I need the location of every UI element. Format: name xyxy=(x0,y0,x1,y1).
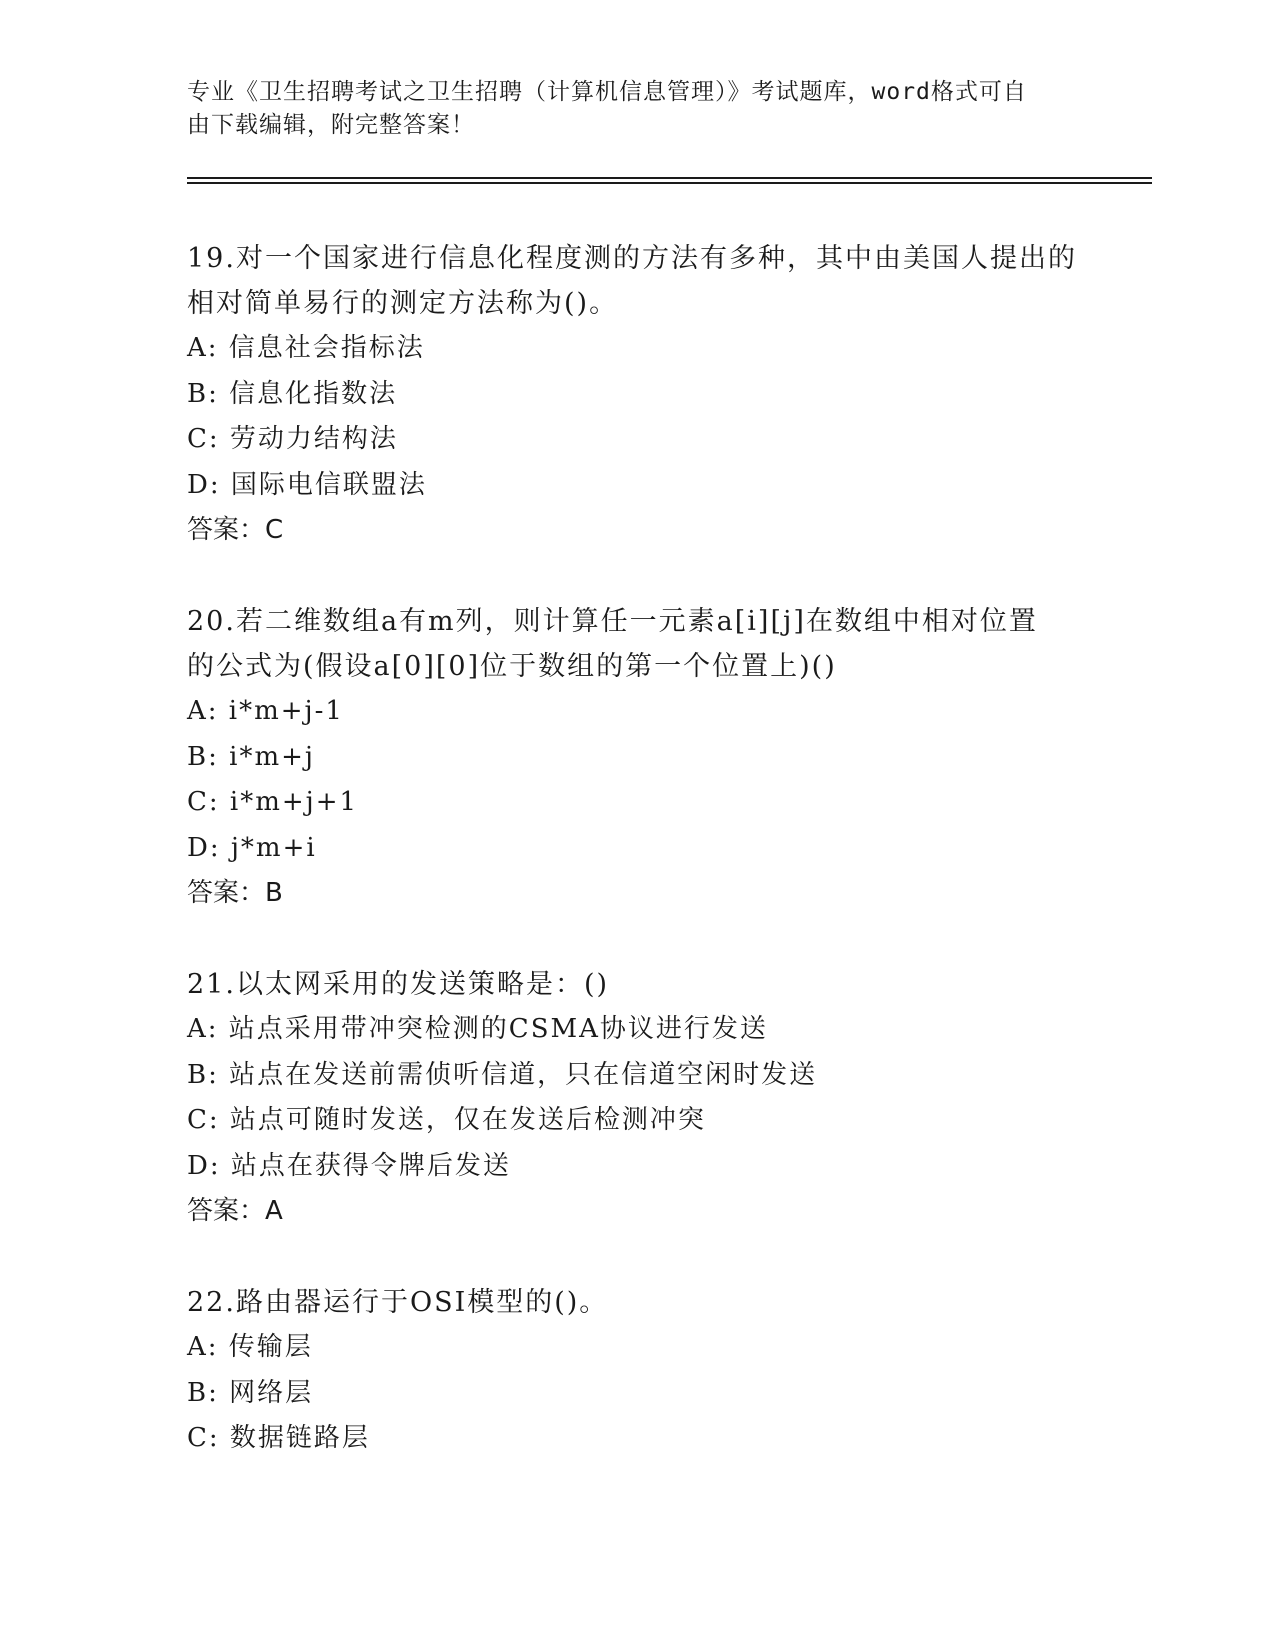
question-19 xyxy=(187,236,1087,553)
question-21 xyxy=(187,962,1087,1234)
option-d: D: j*m+i xyxy=(187,832,317,863)
option-b: B: 信息化指数法 xyxy=(187,378,398,409)
option-c: C: 劳动力结构法 xyxy=(187,424,398,454)
question-stem: 21.以太网采用的发送策略是：() xyxy=(187,969,610,1000)
header-rule-top xyxy=(187,177,1152,179)
answer: 答案：B xyxy=(187,878,283,908)
option-a: A: 站点采用带冲突检测的CSMA协议进行发送 xyxy=(187,1014,768,1044)
option-d: D: 站点在获得令牌后发送 xyxy=(187,1150,511,1181)
question-stem: 20.若二维数组a有m列，则计算任一元素a[i][j]在数组中相对位置 xyxy=(187,606,1038,637)
option-b: B: i*m+j xyxy=(187,741,315,772)
header-rule-bottom xyxy=(187,182,1152,184)
question-stem: 的公式为(假设a[0][0]位于数组的第一个位置上)() xyxy=(187,651,837,682)
option-d: D: 国际电信联盟法 xyxy=(187,469,427,500)
question-22 xyxy=(187,1280,1087,1462)
answer: 答案：A xyxy=(187,1196,283,1226)
question-stem: 22.路由器运行于OSI模型的()。 xyxy=(187,1287,609,1318)
header-line-2: 由下载编辑，附完整答案！ xyxy=(187,112,475,138)
answer: 答案：C xyxy=(187,515,284,545)
option-c: C: 数据链路层 xyxy=(187,1423,370,1453)
option-b: B: 站点在发送前需侦听信道，只在信道空闲时发送 xyxy=(187,1059,818,1090)
question-stem: 19.对一个国家进行信息化程度测的方法有多种，其中由美国人提出的 xyxy=(187,243,1077,274)
option-b: B: 网络层 xyxy=(187,1377,314,1408)
header-line-1: 专业《卫生招聘考试之卫生招聘（计算机信息管理）》考试题库，word格式可自 xyxy=(187,79,1027,105)
option-a: A: i*m+j-1 xyxy=(187,696,344,726)
document-header xyxy=(187,76,1087,142)
option-c: C: i*m+j+1 xyxy=(187,787,359,817)
question-list xyxy=(187,236,1087,1508)
option-a: A: 传输层 xyxy=(187,1332,313,1362)
question-stem: 相对简单易行的测定方法称为()。 xyxy=(187,288,619,319)
option-a: A: 信息社会指标法 xyxy=(187,333,425,363)
question-20 xyxy=(187,599,1087,916)
option-c: C: 站点可随时发送，仅在发送后检测冲突 xyxy=(187,1105,706,1135)
